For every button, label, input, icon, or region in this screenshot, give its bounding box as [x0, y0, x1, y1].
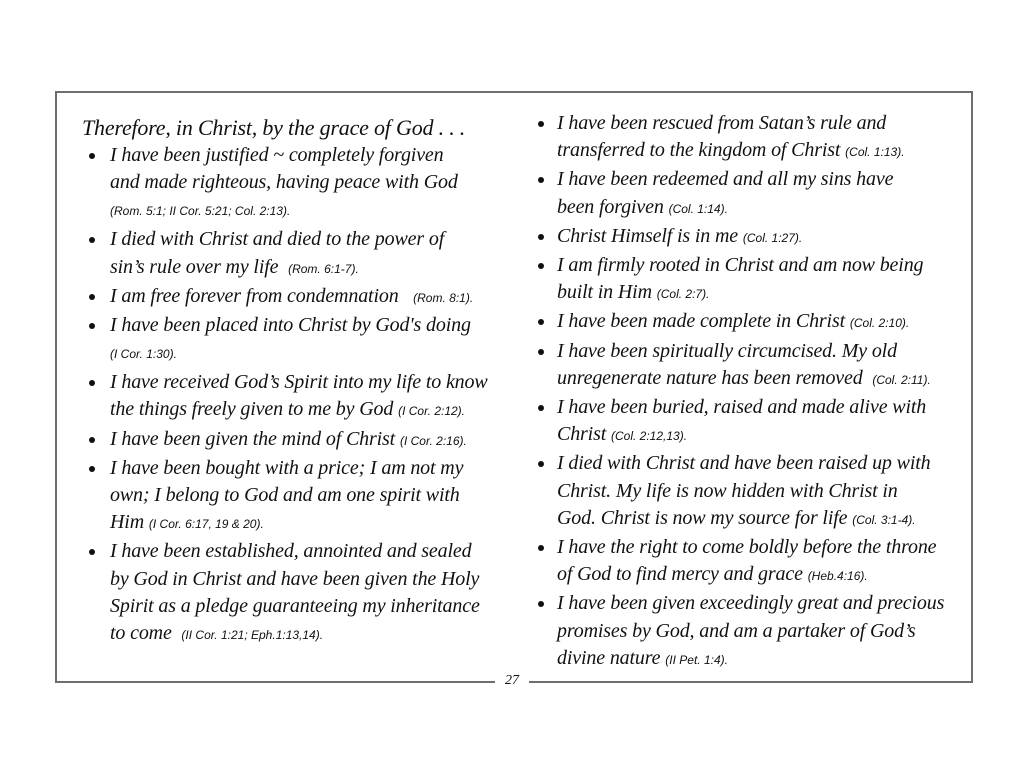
item-line: Spirit as a pledge guaranteeing my inheritance — [110, 594, 480, 617]
item-line: I have been placed into Christ by God's doing — [110, 314, 471, 337]
item-line: divine nature — [557, 646, 661, 669]
item-line: the things freely given to me by God — [110, 398, 394, 421]
list-item — [530, 110, 950, 166]
item-line: I have been redeemed and all my sins have — [557, 168, 894, 191]
item-line: I am firmly rooted in Christ and am now being — [557, 254, 924, 277]
list-item — [530, 394, 950, 450]
bullet-icon — [89, 466, 95, 472]
item-line: I have received God’s Spirit into my life to know — [110, 371, 488, 394]
scripture-reference: (II Pet. 1:4). — [665, 652, 728, 667]
item-line: by God in Christ and have been given the Holy — [110, 567, 480, 590]
bullet-icon — [538, 121, 544, 127]
bullet-icon — [538, 319, 544, 325]
item-line: I have the right to come boldly before the throne — [557, 536, 937, 559]
item-line: I have been bought with a price; I am not my — [110, 456, 464, 479]
scripture-reference: (Col. 2:10). — [849, 316, 910, 331]
bullet-icon — [538, 545, 544, 551]
scripture-reference: (Col. 1:13). — [845, 145, 905, 160]
item-line: Him — [110, 511, 144, 534]
item-line: Christ — [557, 423, 607, 446]
left-list — [80, 142, 520, 649]
item-line: I died with Christ and have been raised up with — [557, 452, 931, 475]
bullet-icon — [89, 294, 95, 300]
bullet-icon — [89, 237, 95, 243]
bullet-icon — [538, 177, 544, 183]
right-list — [530, 110, 950, 674]
item-line: to come — [110, 622, 172, 645]
item-line: I am free forever from condemnation — [110, 284, 399, 307]
bullet-icon — [89, 380, 95, 386]
item-line: promises by God, and am a partaker of God’s — [557, 619, 916, 642]
list-item — [530, 338, 950, 394]
item-line: been forgiven — [557, 195, 664, 218]
item-line: I have been given the mind of Christ — [110, 427, 396, 450]
item-line: I have been spiritually circumcised. My old — [557, 339, 897, 362]
item-line: I have been rescued from Satan’s rule and — [557, 112, 887, 134]
bullet-icon — [89, 549, 95, 555]
bullet-icon — [538, 263, 544, 269]
page-heading: Therefore, in Christ, by the grace of God . . . — [82, 115, 466, 140]
list-item — [530, 308, 950, 337]
list-item — [80, 538, 520, 649]
bullet-icon — [538, 601, 544, 607]
bullet-icon — [538, 234, 544, 240]
page-number: 27 — [495, 672, 529, 690]
item-line: I died with Christ and died to the power of — [110, 228, 445, 251]
item-line: Christ Himself is in me — [557, 224, 739, 247]
item-line: of God to find mercy and grace — [557, 563, 803, 586]
scripture-reference: (Col. 3:1-4). — [852, 512, 916, 527]
item-line: built in Him — [557, 281, 652, 304]
scripture-reference: (Col. 2:11). — [872, 372, 931, 387]
list-item — [80, 226, 520, 282]
item-line: Christ. My life is now hidden with Christ in — [557, 479, 898, 502]
bullet-icon — [89, 153, 95, 159]
list-item — [530, 534, 950, 590]
scripture-reference: (Col. 1:14). — [668, 201, 728, 216]
list-item — [80, 455, 520, 539]
item-line: transferred to the kingdom of Christ — [557, 139, 841, 162]
scripture-reference: (Col. 1:27). — [742, 230, 803, 245]
list-item — [80, 283, 520, 312]
list-item — [80, 426, 520, 455]
scripture-reference: (I Cor. 6:17, 19 & 20). — [148, 517, 264, 532]
bullet-icon — [89, 323, 95, 329]
list-item — [80, 312, 520, 369]
list-item — [530, 166, 950, 222]
list-item — [530, 223, 950, 252]
item-line: own; I belong to God and am one spirit with — [110, 484, 460, 507]
scripture-reference: (Rom. 5:1; II Cor. 5:21; Col. 2:13). — [110, 204, 291, 219]
list-item — [80, 369, 520, 425]
item-line: I have been buried, raised and made alive with — [557, 396, 927, 419]
left-column — [80, 110, 520, 649]
right-column — [530, 110, 950, 674]
item-line: sin’s rule over my life — [110, 255, 279, 278]
item-line: unregenerate nature has been removed — [557, 366, 863, 389]
list-item — [80, 142, 520, 226]
scripture-reference: (Rom. 6:1-7). — [288, 261, 359, 276]
scripture-reference: (I Cor. 2:16). — [399, 433, 467, 448]
bullet-icon — [538, 349, 544, 355]
list-item — [530, 590, 950, 674]
item-line: and made righteous, having peace with God — [110, 171, 458, 194]
item-line: I have been justified ~ completely forgiven — [110, 144, 444, 166]
list-item — [530, 450, 950, 534]
item-line: I have been given exceedingly great and precious — [557, 592, 945, 615]
scripture-reference: (I Cor. 1:30). — [110, 347, 177, 362]
bullet-icon — [538, 461, 544, 467]
scripture-reference: (Heb.4:16). — [807, 569, 868, 584]
item-line: God. Christ is now my source for life — [557, 506, 848, 529]
list-item — [530, 252, 950, 308]
item-line: I have been established, annointed and sealed — [110, 540, 472, 563]
scripture-reference: (Col. 2:12,13). — [610, 429, 688, 444]
scripture-reference: (II Cor. 1:21; Eph.1:13,14). — [181, 628, 324, 643]
scripture-reference: (I Cor. 2:12). — [398, 404, 466, 419]
bullet-icon — [89, 437, 95, 443]
item-line: I have been made complete in Christ — [557, 310, 846, 333]
scripture-reference: (Rom. 8:1). — [413, 290, 474, 305]
scripture-reference: (Col. 2:7). — [656, 287, 710, 302]
bullet-icon — [538, 405, 544, 411]
